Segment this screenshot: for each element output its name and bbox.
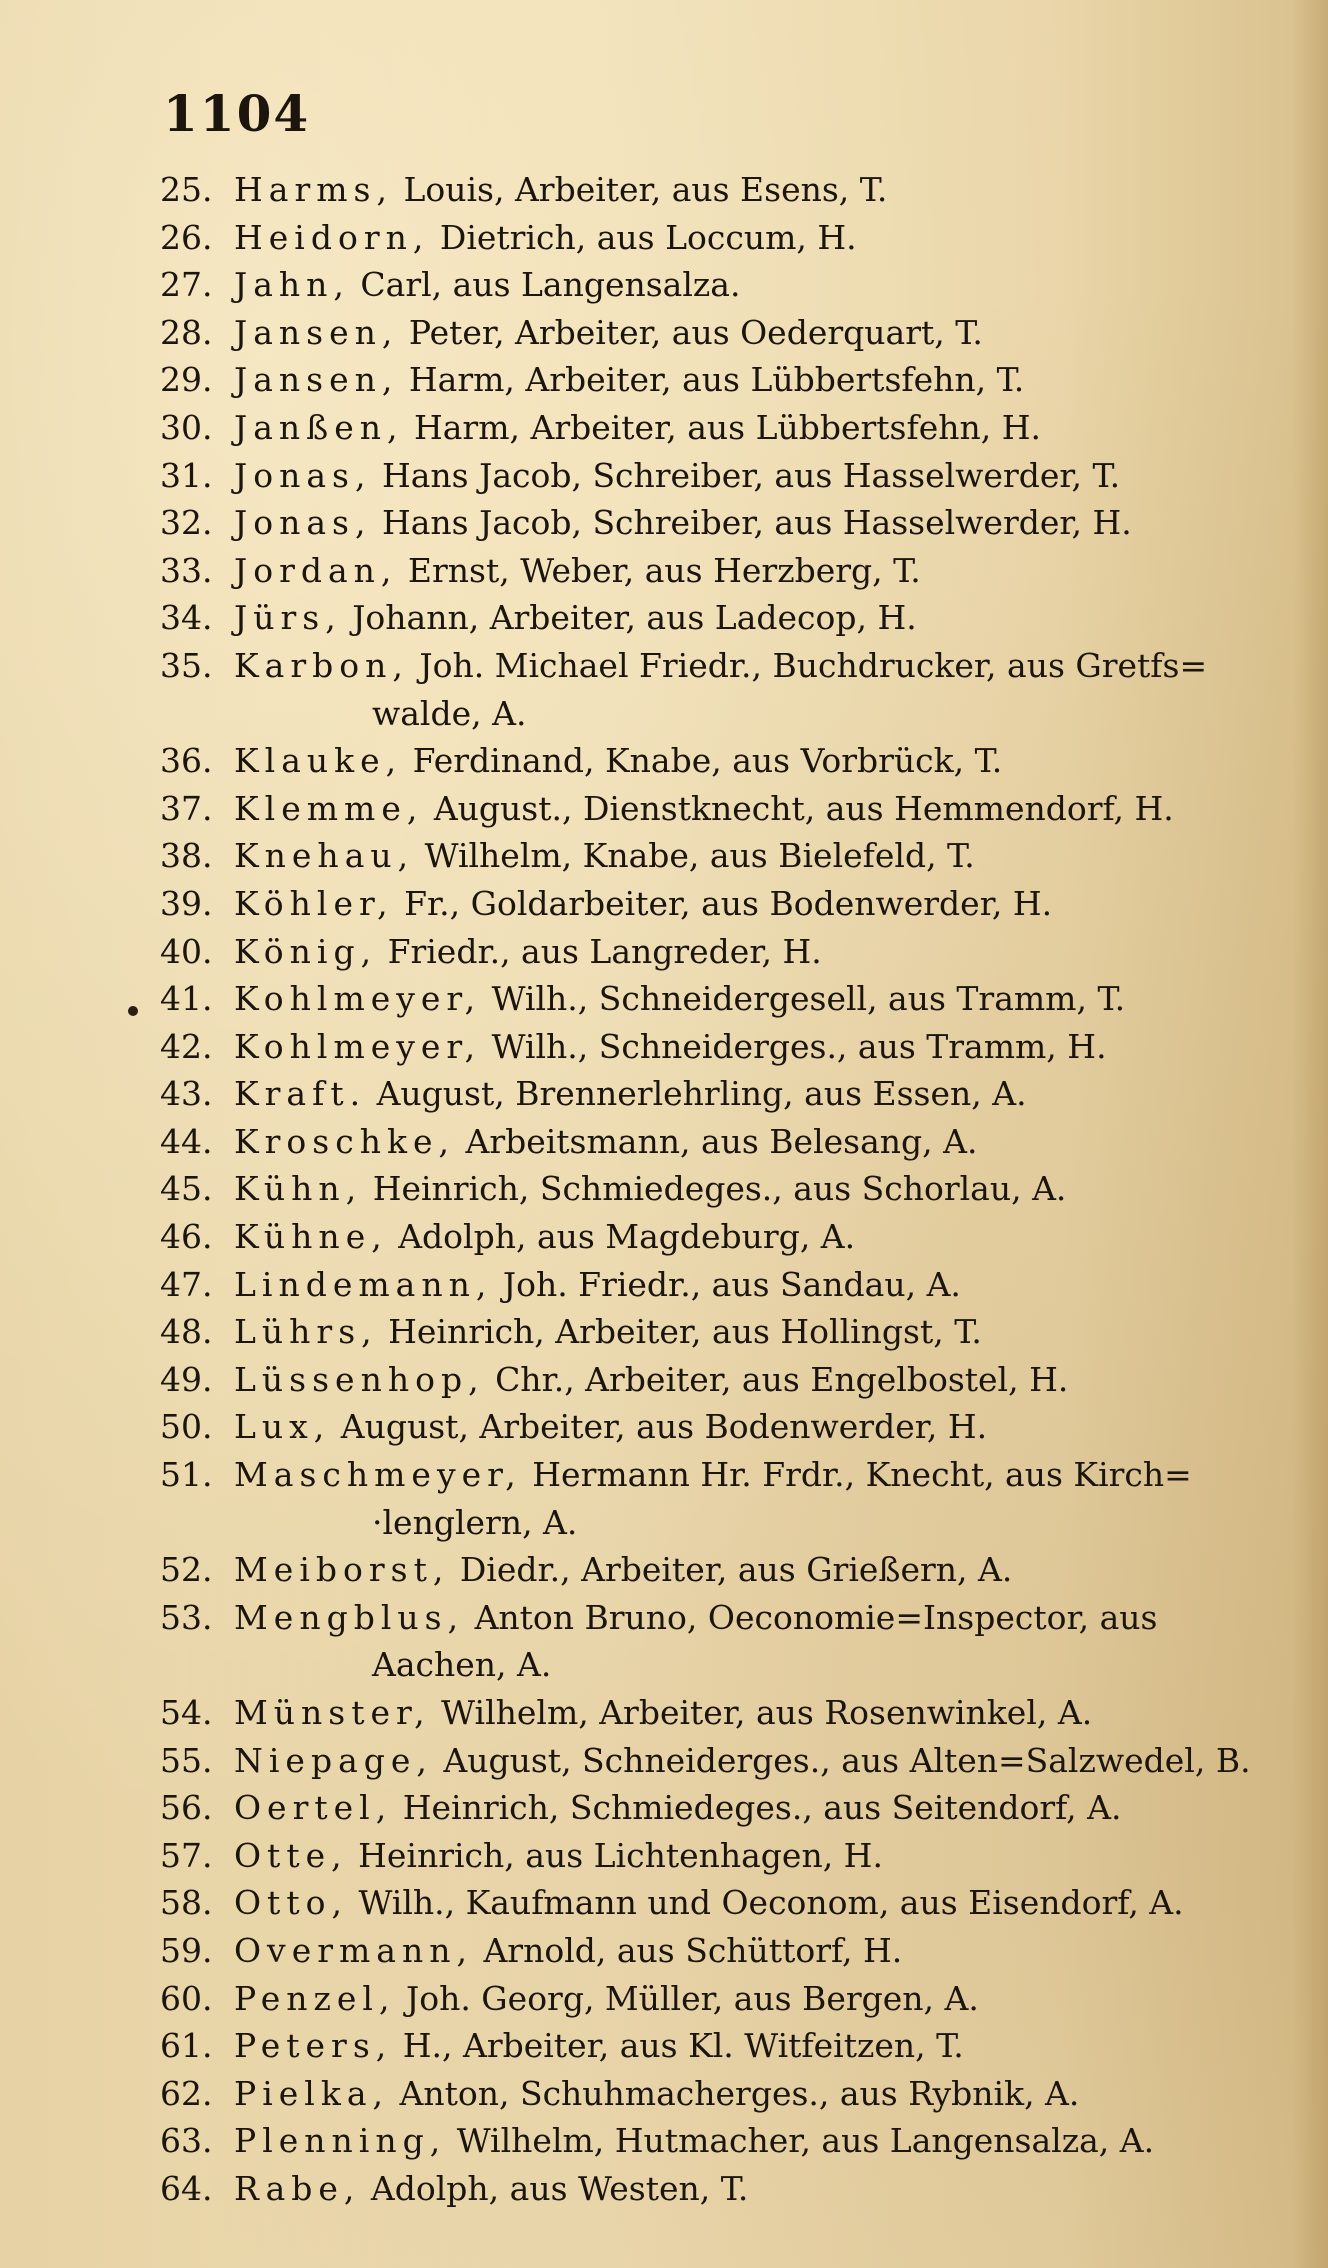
entry-surname: Oertel,	[234, 1788, 393, 1828]
entry-surname: König,	[234, 931, 378, 971]
entry-surname: Kühn,	[234, 1169, 363, 1209]
entry-number: 42.	[160, 1026, 213, 1066]
list-item	[0, 1689, 1328, 1737]
entry-number: 30.	[160, 407, 213, 447]
list-item	[0, 1308, 1328, 1356]
entry-surname: Lührs,	[234, 1312, 378, 1352]
entry-number: 45.	[160, 1169, 213, 1209]
entry-surname: Kroschke,	[234, 1121, 455, 1161]
entry-surname: Kohlmeyer,	[234, 1026, 482, 1066]
entry-number: 36.	[160, 741, 213, 781]
entry-surname: Penzel,	[234, 1978, 396, 2018]
entry-number: 39.	[160, 883, 213, 923]
list-item	[0, 1023, 1328, 1071]
entry-surname: Klauke,	[234, 741, 403, 781]
entry-number: 38.	[160, 836, 213, 876]
entry-details: Wilhelm, Knabe, aus Bielefeld, T.	[424, 836, 975, 876]
list-item	[0, 1356, 1328, 1404]
entry-surname: Overmann,	[234, 1930, 473, 1970]
entry-details: Ferdinand, Knabe, aus Vorbrück, T.	[412, 741, 1003, 781]
entry-continuation: walde, A.	[372, 693, 527, 733]
list-item	[0, 1594, 1328, 1689]
list-item	[0, 975, 1328, 1023]
list-item	[0, 1165, 1328, 1213]
entry-number: 47.	[160, 1264, 213, 1304]
entry-number: 29.	[160, 360, 213, 400]
list-item	[0, 1261, 1328, 1309]
entry-details: August, Schneiderges., aus Alten=Salzwedel, B.	[443, 1740, 1251, 1780]
entry-details: Chr., Arbeiter, aus Engelbostel, H.	[495, 1359, 1069, 1399]
entry-details: Adolph, aus Westen, T.	[370, 2168, 749, 2208]
entry-surname: Köhler,	[234, 883, 394, 923]
entry-details: Wilh., Schneiderges., aus Tramm, H.	[491, 1026, 1107, 1066]
entry-details: Friedr., aus Langreder, H.	[387, 931, 822, 971]
entry-surname: Plenning,	[234, 2121, 447, 2161]
entry-number: 63.	[160, 2121, 213, 2161]
list-item	[0, 309, 1328, 357]
entry-details: August, Arbeiter, aus Bodenwerder, H.	[340, 1407, 988, 1447]
entry-surname: Niepage,	[234, 1740, 433, 1780]
entry-surname: Jahn,	[234, 265, 350, 305]
entry-number: 40.	[160, 931, 213, 971]
entry-surname: Meiborst,	[234, 1550, 450, 1590]
entry-number: 59.	[160, 1930, 213, 1970]
entry-details: Joh. Georg, Müller, aus Bergen, A.	[405, 1978, 979, 2018]
list-item	[0, 737, 1328, 785]
entry-surname: Knehau,	[234, 836, 415, 876]
list-item	[0, 1213, 1328, 1261]
entry-details: Johann, Arbeiter, aus Ladecop, H.	[352, 598, 917, 638]
list-item	[0, 594, 1328, 642]
entry-number: 49.	[160, 1359, 213, 1399]
page-number: 1104	[163, 84, 311, 143]
entry-details: Hans Jacob, Schreiber, aus Hasselwerder, H.	[381, 503, 1132, 543]
list-item	[0, 2165, 1328, 2213]
entry-continuation: Aachen, A.	[372, 1645, 552, 1685]
list-item	[0, 880, 1328, 928]
entry-number: 53.	[160, 1597, 213, 1637]
entry-surname: Otto,	[234, 1883, 348, 1923]
entry-details: Carl, aus Langensalza.	[360, 265, 741, 305]
entry-number: 41.	[160, 979, 213, 1019]
list-item	[0, 2117, 1328, 2165]
entry-details: August, Brennerlehrling, aus Essen, A.	[376, 1074, 1027, 1114]
list-item	[0, 166, 1328, 214]
entry-number: 57.	[160, 1835, 213, 1875]
entry-number: 50.	[160, 1407, 213, 1447]
list-item	[0, 1546, 1328, 1594]
entry-details: Louis, Arbeiter, aus Esens, T.	[403, 170, 888, 209]
entry-number: 44.	[160, 1121, 213, 1161]
entry-number: 28.	[160, 312, 213, 352]
entry-details: Fr., Goldarbeiter, aus Bodenwerder, H.	[404, 883, 1053, 923]
entry-details: Harm, Arbeiter, aus Lübbertsfehn, H.	[413, 407, 1041, 447]
entry-surname: Heidorn,	[234, 217, 430, 257]
entry-details: Harm, Arbeiter, aus Lübbertsfehn, T.	[408, 360, 1025, 400]
entry-number: 62.	[160, 2073, 213, 2113]
entry-number: 25.	[160, 170, 213, 209]
entry-details: Heinrich, Schmiedeges., aus Seitendorf, A.	[402, 1788, 1122, 1828]
entry-details: Arnold, aus Schüttorf, H.	[483, 1930, 903, 1970]
entry-surname: Rabe,	[234, 2168, 361, 2208]
list-item	[0, 928, 1328, 976]
entry-details: Adolph, aus Magdeburg, A.	[398, 1217, 856, 1257]
entry-details: Heinrich, Arbeiter, aus Hollingst, T.	[388, 1312, 982, 1352]
entry-surname: Münster,	[234, 1693, 431, 1732]
entry-details: Heinrich, Schmiedeges., aus Schorlau, A.	[372, 1169, 1067, 1209]
entry-number: 51.	[160, 1455, 213, 1495]
entry-surname: Kühne,	[234, 1217, 388, 1257]
entry-number: 58.	[160, 1883, 213, 1923]
entry-number: 37.	[160, 788, 213, 828]
list-item	[0, 642, 1328, 737]
entry-surname: Klemme,	[234, 788, 424, 828]
entry-surname: Lüssenhop,	[234, 1359, 485, 1399]
entry-number: 35.	[160, 645, 213, 685]
entry-details: Hermann Hr. Frdr., Knecht, aus Kirch=	[532, 1455, 1192, 1495]
entry-number: 55.	[160, 1740, 213, 1780]
entry-details: Joh. Michael Friedr., Buchdrucker, aus Gretfs=	[419, 645, 1208, 685]
entry-details: Heinrich, aus Lichtenhagen, H.	[358, 1835, 883, 1875]
entry-details: Joh. Friedr., aus Sandau, A.	[502, 1264, 961, 1304]
entry-details: Hans Jacob, Schreiber, aus Hasselwerder, T.	[381, 455, 1121, 495]
list-item	[0, 785, 1328, 833]
list-item	[0, 1927, 1328, 1975]
list-item	[0, 1784, 1328, 1832]
entry-number: 52.	[160, 1550, 213, 1590]
entry-number: 61.	[160, 2026, 213, 2066]
entry-number: 27.	[160, 265, 213, 305]
list-item	[0, 1737, 1328, 1785]
entry-details: Anton Bruno, Oeconomie=Inspector, aus	[474, 1597, 1158, 1637]
entry-details: Ernst, Weber, aus Herzberg, T.	[407, 550, 921, 590]
entry-surname: Jansen,	[234, 312, 399, 352]
entry-details: Wilhelm, Hutmacher, aus Langensalza, A.	[456, 2121, 1155, 2161]
entry-surname: Janßen,	[234, 407, 404, 447]
entry-details: Wilh., Schneidergesell, aus Tramm, T.	[491, 979, 1126, 1019]
entry-details: Arbeitsmann, aus Belesang, A.	[465, 1121, 978, 1161]
entry-surname: Otte,	[234, 1835, 348, 1875]
entry-details: Dietrich, aus Loccum, H.	[439, 217, 857, 257]
entry-surname: Jürs,	[234, 598, 342, 638]
entry-number: 46.	[160, 1217, 213, 1257]
list-item	[0, 1879, 1328, 1927]
entry-surname: Jansen,	[234, 360, 399, 400]
entry-surname: Mengblus,	[234, 1597, 465, 1637]
entry-number: 43.	[160, 1074, 213, 1114]
entry-surname: Kraft.	[234, 1074, 367, 1114]
entry-surname: Jonas,	[234, 455, 372, 495]
list-item	[0, 1451, 1328, 1546]
list-item	[0, 452, 1328, 500]
entry-continuation: ·lenglern, A.	[372, 1502, 578, 1542]
entry-surname: Pielka,	[234, 2073, 390, 2113]
list-item	[0, 404, 1328, 452]
entry-surname: Lindemann,	[234, 1264, 493, 1304]
entry-number: 34.	[160, 598, 213, 638]
entry-number: 48.	[160, 1312, 213, 1352]
entry-surname: Harms,	[234, 170, 393, 209]
entry-surname: Jonas,	[234, 503, 372, 543]
list-item	[0, 261, 1328, 309]
list-item	[0, 1403, 1328, 1451]
entry-details: Wilh., Kaufmann und Oeconom, aus Eisendorf, A.	[358, 1883, 1184, 1923]
list-item	[0, 1975, 1328, 2023]
entry-surname: Kohlmeyer,	[234, 979, 482, 1019]
entry-details: H., Arbeiter, aus Kl. Witfeitzen, T.	[402, 2026, 964, 2066]
entry-number: 32.	[160, 503, 213, 543]
entry-details: Anton, Schuhmacherges., aus Rybnik, A.	[399, 2073, 1080, 2113]
entry-surname: Karbon,	[234, 645, 409, 685]
list-item	[0, 547, 1328, 595]
entry-details: Peter, Arbeiter, aus Oederquart, T.	[408, 312, 983, 352]
entry-number: 64.	[160, 2168, 213, 2208]
entry-surname: Maschmeyer,	[234, 1455, 522, 1495]
entry-number: 56.	[160, 1788, 213, 1828]
entry-number: 60.	[160, 1978, 213, 2018]
entry-surname: Jordan,	[234, 550, 398, 590]
entry-surname: Peters,	[234, 2026, 393, 2066]
entry-number: 33.	[160, 550, 213, 590]
entry-number: 54.	[160, 1693, 213, 1732]
list-item	[0, 356, 1328, 404]
entry-details: Wilhelm, Arbeiter, aus Rosenwinkel, A.	[441, 1693, 1093, 1732]
entry-list	[0, 166, 1328, 2213]
entry-number: 31.	[160, 455, 213, 495]
entry-details: August., Dienstknecht, aus Hemmendorf, H.	[433, 788, 1174, 828]
entry-details: Diedr., Arbeiter, aus Grießern, A.	[459, 1550, 1013, 1590]
list-item	[0, 1070, 1328, 1118]
list-item	[0, 2070, 1328, 2118]
entry-surname: Lux,	[234, 1407, 331, 1447]
list-item	[0, 832, 1328, 880]
list-item	[0, 1832, 1328, 1880]
list-item	[0, 214, 1328, 262]
list-item	[0, 499, 1328, 547]
entry-number: 26.	[160, 217, 213, 257]
list-item	[0, 1118, 1328, 1166]
list-item	[0, 2022, 1328, 2070]
